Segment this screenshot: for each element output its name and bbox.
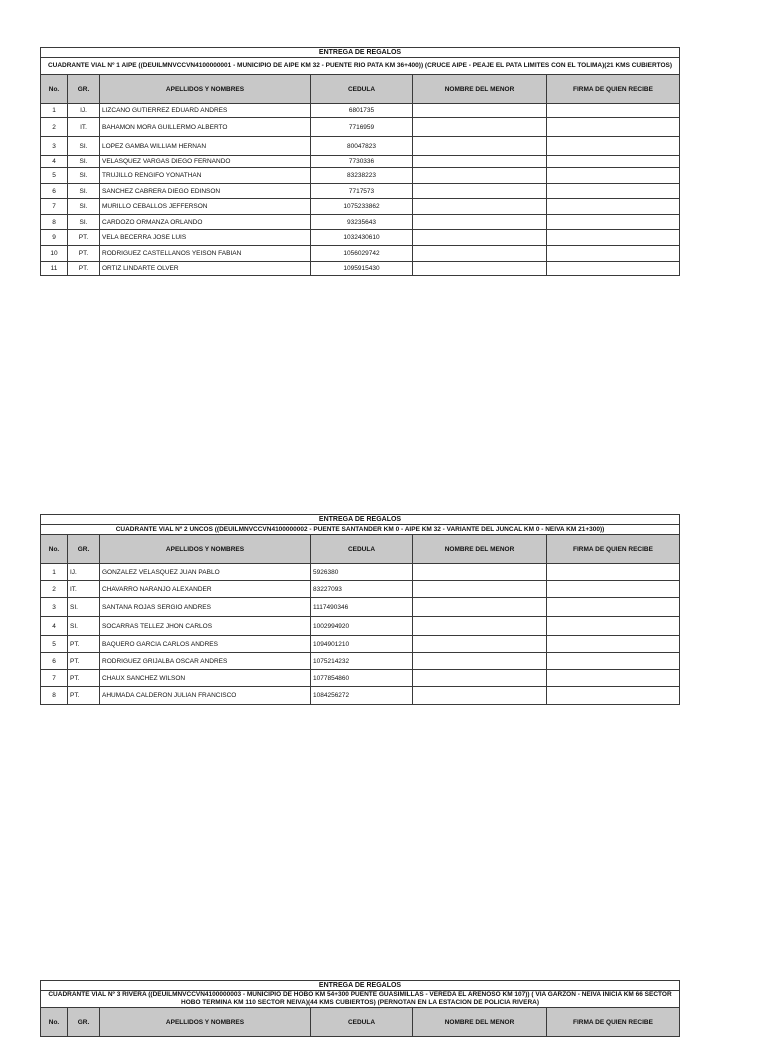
row-rank: IT. (68, 581, 100, 598)
row-firma-cell[interactable] (547, 156, 680, 168)
row-cedula: 7716959 (311, 118, 413, 137)
table-row (41, 653, 680, 670)
row-cedula: 83227093 (311, 581, 413, 598)
header-firma: FIRMA DE QUIEN RECIBE (547, 1008, 680, 1037)
header-gr: GR. (68, 75, 100, 104)
row-number: 6 (41, 184, 68, 199)
row-name: TRUJILLO RENGIFO YONATHAN (100, 168, 311, 184)
row-rank: SI. (68, 137, 100, 156)
row-number: 4 (41, 156, 68, 168)
row-menor-cell[interactable] (413, 104, 547, 118)
header-no: No. (41, 535, 68, 564)
row-number: 2 (41, 118, 68, 137)
row-menor-cell[interactable] (413, 617, 547, 636)
row-firma-cell[interactable] (547, 581, 680, 598)
table-row (41, 617, 680, 636)
row-firma-cell[interactable] (547, 687, 680, 705)
row-firma-cell[interactable] (547, 184, 680, 199)
row-name: VELASQUEZ VARGAS DIEGO FERNANDO (100, 156, 311, 168)
table-row (41, 184, 680, 199)
header-row (41, 75, 680, 104)
row-name: CHAVARRO NARANJO ALEXANDER (100, 581, 311, 598)
header-row (41, 1008, 680, 1037)
row-menor-cell[interactable] (413, 137, 547, 156)
row-name: VELA BECERRA JOSE LUIS (100, 230, 311, 246)
row-cedula: 1077854860 (311, 670, 413, 687)
row-rank: PT. (68, 262, 100, 276)
row-firma-cell[interactable] (547, 246, 680, 262)
row-firma-cell[interactable] (547, 137, 680, 156)
table-row (41, 246, 680, 262)
row-number: 3 (41, 137, 68, 156)
header-name: APELLIDOS Y NOMBRES (100, 1008, 311, 1037)
table-cuadrante-3 (40, 980, 680, 1037)
row-menor-cell[interactable] (413, 118, 547, 137)
table-row (41, 199, 680, 215)
header-name: APELLIDOS Y NOMBRES (100, 75, 311, 104)
row-number: 1 (41, 104, 68, 118)
table-row (41, 230, 680, 246)
row-menor-cell[interactable] (413, 670, 547, 687)
row-rank: PT. (68, 670, 100, 687)
row-rank: SI. (68, 215, 100, 230)
row-cedula: 1117490346 (311, 598, 413, 617)
row-firma-cell[interactable] (547, 636, 680, 653)
row-number: 11 (41, 262, 68, 276)
row-number: 6 (41, 653, 68, 670)
row-rank: PT. (68, 687, 100, 705)
row-menor-cell[interactable] (413, 168, 547, 184)
row-cedula: 7730336 (311, 156, 413, 168)
row-cedula: 1084256272 (311, 687, 413, 705)
row-name: CARDOZO ORMANZA ORLANDO (100, 215, 311, 230)
row-name: GONZALEZ VELASQUEZ JUAN PABLO (100, 564, 311, 581)
header-menor: NOMBRE DEL MENOR (413, 75, 547, 104)
table-cuadrante-1 (40, 47, 680, 276)
row-firma-cell[interactable] (547, 168, 680, 184)
row-name: BAQUERO GARCIA CARLOS ANDRES (100, 636, 311, 653)
row-number: 7 (41, 670, 68, 687)
row-name: SANCHEZ CABRERA DIEGO EDINSON (100, 184, 311, 199)
row-cedula: 1075233862 (311, 199, 413, 215)
row-name: SOCARRAS TELLEZ JHON CARLOS (100, 617, 311, 636)
row-cedula: 83238223 (311, 168, 413, 184)
header-name: APELLIDOS Y NOMBRES (100, 535, 311, 564)
row-name: AHUMADA CALDERON JULIAN FRANCISCO (100, 687, 311, 705)
row-number: 2 (41, 581, 68, 598)
table-title: ENTREGA DE REGALOS (41, 515, 680, 525)
row-menor-cell[interactable] (413, 636, 547, 653)
row-number: 3 (41, 598, 68, 617)
row-firma-cell[interactable] (547, 118, 680, 137)
row-menor-cell[interactable] (413, 156, 547, 168)
row-rank: PT. (68, 230, 100, 246)
table-row (41, 598, 680, 617)
row-rank: IJ. (68, 564, 100, 581)
row-rank: PT. (68, 636, 100, 653)
row-menor-cell[interactable] (413, 262, 547, 276)
table-row (41, 564, 680, 581)
header-firma: FIRMA DE QUIEN RECIBE (547, 75, 680, 104)
row-menor-cell[interactable] (413, 581, 547, 598)
table-row (41, 262, 680, 276)
table-row (41, 137, 680, 156)
row-name: LOPEZ GAMBA WILLIAM HERNAN (100, 137, 311, 156)
row-rank: IT. (68, 118, 100, 137)
row-number: 8 (41, 687, 68, 705)
row-number: 8 (41, 215, 68, 230)
row-number: 5 (41, 168, 68, 184)
row-rank: SI. (68, 598, 100, 617)
row-name: LIZCANO GUTIERREZ EDUARD ANDRES (100, 104, 311, 118)
row-menor-cell[interactable] (413, 246, 547, 262)
table-subtitle: CUADRANTE VIAL Nº 2 UNCOS ((DEUILMNVCCVN4100000002 - PUENTE SANTANDER KM 0 - AIPE KM 32 - VARIANTE DEL JUNCAL KM 0 - NEIVA KM 21+300)) (41, 525, 680, 535)
row-number: 5 (41, 636, 68, 653)
table-cuadrante-2 (40, 514, 680, 705)
header-no: No. (41, 75, 68, 104)
header-menor: NOMBRE DEL MENOR (413, 1008, 547, 1037)
row-rank: SI. (68, 199, 100, 215)
header-gr: GR. (68, 1008, 100, 1037)
row-menor-cell[interactable] (413, 687, 547, 705)
row-cedula: 1075214232 (311, 653, 413, 670)
header-cedula: CEDULA (311, 1008, 413, 1037)
header-cedula: CEDULA (311, 75, 413, 104)
row-cedula: 93235643 (311, 215, 413, 230)
header-firma: FIRMA DE QUIEN RECIBE (547, 535, 680, 564)
row-cedula: 1032430610 (311, 230, 413, 246)
row-menor-cell[interactable] (413, 653, 547, 670)
row-name: SANTANA ROJAS SERGIO ANDRES (100, 598, 311, 617)
table-title: ENTREGA DE REGALOS (41, 981, 680, 991)
row-number: 4 (41, 617, 68, 636)
row-name: RODRIGUEZ CASTELLANOS YEISON FABIAN (100, 246, 311, 262)
row-rank: SI. (68, 617, 100, 636)
table-subtitle: CUADRANTE VIAL Nº 1 AIPE ((DEUILMNVCCVN4100000001 - MUNICIPIO DE AIPE KM 32 - PUENTE RIO PATA KM 36+400)) (CRUCE AIPE - PEAJE EL PATA LIMITES CON EL TOLIMA)(21 KMS CUBIERTOS) (41, 58, 680, 75)
row-cedula: 1002994920 (311, 617, 413, 636)
row-rank: PT. (68, 246, 100, 262)
table-row (41, 104, 680, 118)
row-firma-cell[interactable] (547, 670, 680, 687)
header-menor: NOMBRE DEL MENOR (413, 535, 547, 564)
row-cedula: 5926380 (311, 564, 413, 581)
row-firma-cell[interactable] (547, 104, 680, 118)
row-cedula: 1056029742 (311, 246, 413, 262)
row-name: BAHAMON MORA GUILLERMO ALBERTO (100, 118, 311, 137)
row-number: 1 (41, 564, 68, 581)
row-menor-cell[interactable] (413, 199, 547, 215)
row-rank: PT. (68, 653, 100, 670)
table-row (41, 156, 680, 168)
row-cedula: 1095915430 (311, 262, 413, 276)
table-row (41, 670, 680, 687)
row-name: MURILLO CEBALLOS JEFFERSON (100, 199, 311, 215)
table-row (41, 581, 680, 598)
row-cedula: 6801735 (311, 104, 413, 118)
row-name: CHAUX SANCHEZ WILSON (100, 670, 311, 687)
table-row (41, 168, 680, 184)
row-firma-cell[interactable] (547, 598, 680, 617)
row-rank: SI. (68, 168, 100, 184)
table-row (41, 215, 680, 230)
row-name: RODRIGUEZ GRIJALBA OSCAR ANDRES (100, 653, 311, 670)
row-menor-cell[interactable] (413, 598, 547, 617)
header-row (41, 535, 680, 564)
row-number: 7 (41, 199, 68, 215)
row-cedula: 1094901210 (311, 636, 413, 653)
header-no: No. (41, 1008, 68, 1037)
row-menor-cell[interactable] (413, 215, 547, 230)
row-cedula: 7717573 (311, 184, 413, 199)
table-title: ENTREGA DE REGALOS (41, 48, 680, 58)
table-subtitle: CUADRANTE VIAL Nº 3 RIVERA ((DEUILMNVCCVN4100000003 - MUNICIPIO DE HOBO KM 54+300 PUENTE GUASIMILLAS - VEREDA EL ARENOSO KM 107)) ( VIA GARZON - NEIVA INICIA KM 66 SECTOR HOBO TERMINA KM 110 SECTOR NEIVA)(44 KMS CUBIERTOS) (PERNOTAN EN LA ESTACION DE POLICIA RIVERA) (41, 991, 680, 1008)
table-row (41, 687, 680, 705)
row-number: 10 (41, 246, 68, 262)
table-row (41, 636, 680, 653)
row-rank: IJ. (68, 104, 100, 118)
header-cedula: CEDULA (311, 535, 413, 564)
row-number: 9 (41, 230, 68, 246)
header-gr: GR. (68, 535, 100, 564)
table-row (41, 118, 680, 137)
row-firma-cell[interactable] (547, 215, 680, 230)
row-firma-cell[interactable] (547, 230, 680, 246)
row-firma-cell[interactable] (547, 653, 680, 670)
row-firma-cell[interactable] (547, 199, 680, 215)
row-firma-cell[interactable] (547, 262, 680, 276)
row-firma-cell[interactable] (547, 617, 680, 636)
row-firma-cell[interactable] (547, 564, 680, 581)
row-menor-cell[interactable] (413, 564, 547, 581)
row-rank: SI. (68, 156, 100, 168)
row-menor-cell[interactable] (413, 184, 547, 199)
row-rank: SI. (68, 184, 100, 199)
row-menor-cell[interactable] (413, 230, 547, 246)
row-name: ORTIZ LINDARTE OLVER (100, 262, 311, 276)
row-cedula: 80047823 (311, 137, 413, 156)
